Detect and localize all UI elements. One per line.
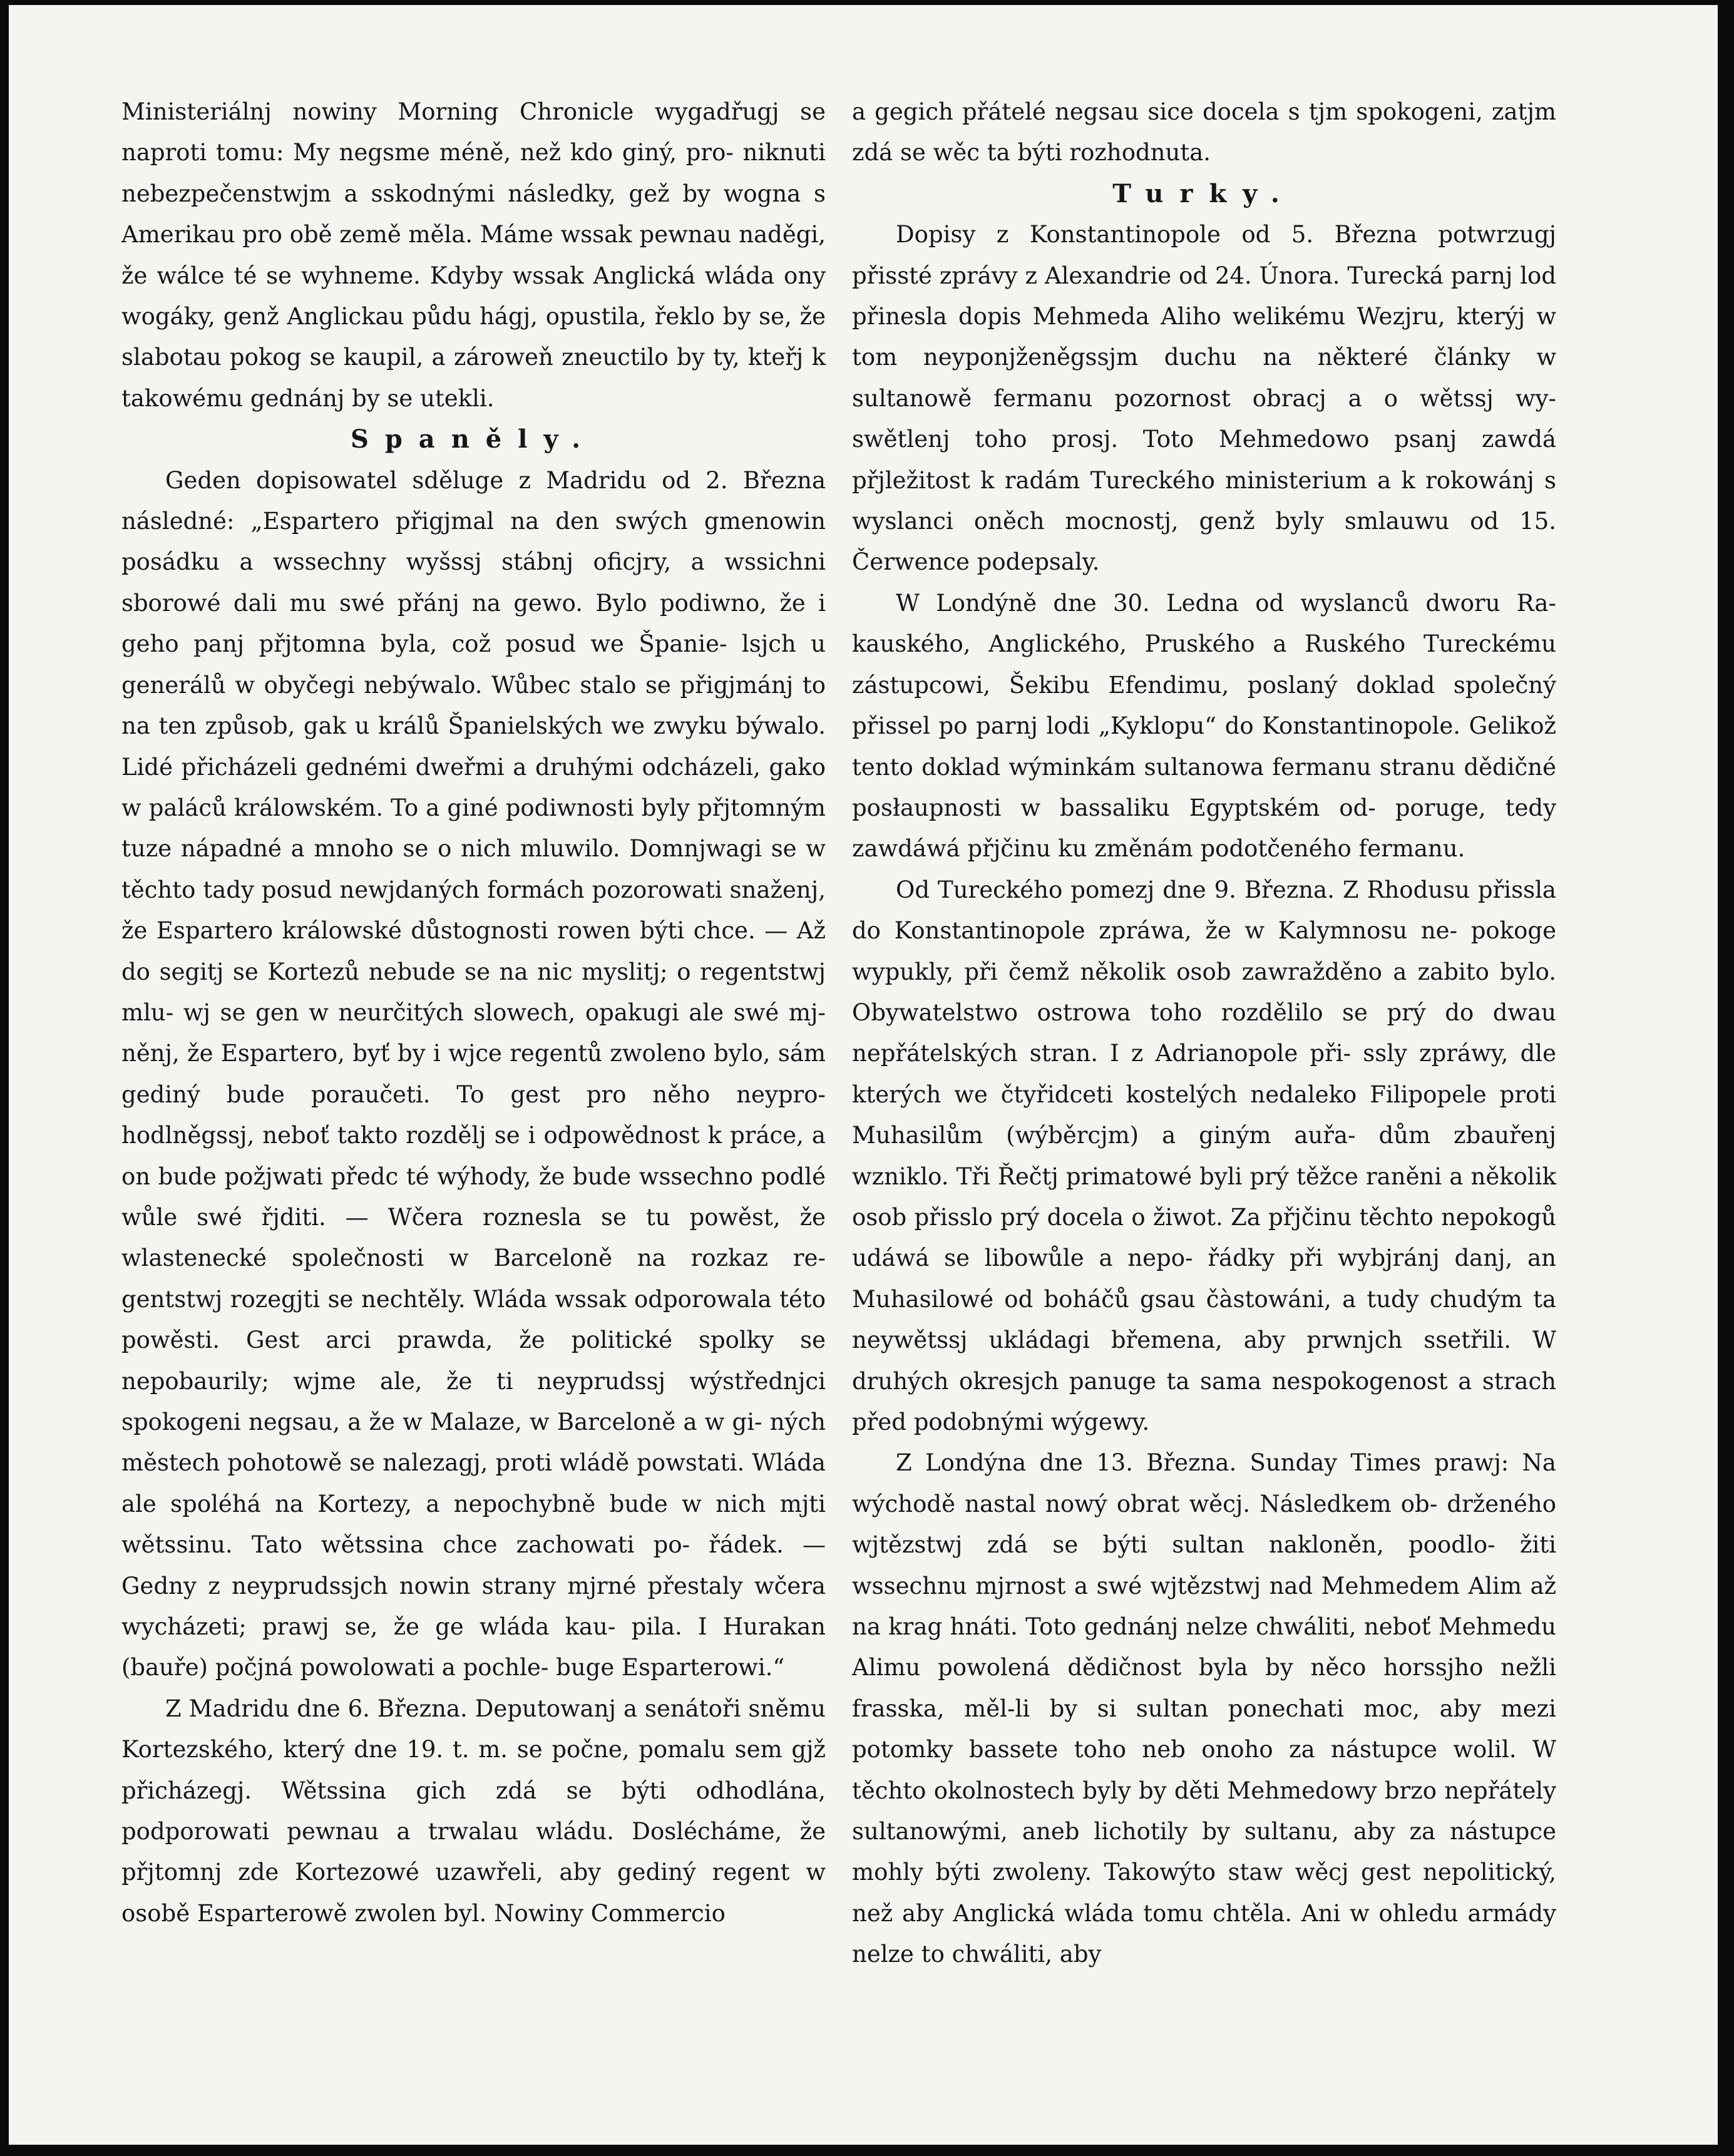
article-madrid-correspondent: Geden dopisowatel sděluge z Madridu od 2. Března následné: „Espartero přigjmal na den swých gmenowin posádku a wssechny wyšssj stábnj oficjry, a wssichni sborowé dali mu swé přánj na gewo. Bylo podiwno, že i geho panj přjtomna byla, což posud we Španie- lsjch u generálů w obyčegi nebýwalo. Wůbec stalo se přigjmánj to na ten způsob, gak u králů Španielských we zwyku býwalo. Lidé přicházeli gednémi dweřmi a druhými odcházeli, gako w paláců králowském. To a giné podiwnosti byly přjtomným tuze nápadné a mnoho se o nich mluwilo. Domnjwagi se w těchto tady posud newjdaných formách pozorowati snaženj, že Espartero králowské důstognosti rowen býti chce. — Až do segitj se Kortezů nebude se na nic myslitj; o regentstwj mlu- wj se gen w neurčitých slowech, opakugi ale swé mj- něnj, že Espartero, byť by i wjce regentů zwoleno bylo, sám gediný bude poraučeti. To gest pro něho neypro- hodlněgssj, neboť takto rozdělj se i odpowědnost k práce, a on bude požjwati předc té wýhody, že bude wssechno podlé wůle swé řjditi. — Wčera roznesla se tu powěst, že wlastenecké společnosti w Barceloně na rozkaz re- gentstwj rozegjti se nechtěly. Wláda wssak odporowala této powěsti. Gest arci prawda, že politické spolky se nepobaurily; wjme ale, že ti neyprudssj wýstřednjci spokogeni negsau, a že w Malaze, w Barceloně a w gi- ných městech pohotowě se nalezagj, proti wládě powstati. Wláda ale spoléhá na Kortezy, a nepochybně bude w nich mjti wětssinu. Tato wětssina chce zachowati po- řádek. — Gedny z neyprudssjch nowin strany mjrné přestaly wčera wycházeti; prawj se, že ge wláda kau- pila. I Hurakan (bauře) počjná powolowati a pochle- buge Esparterowi.“ (121, 466, 826, 1681)
newspaper-page (9, 5, 1718, 2145)
article-turkish-border: Od Tureckého pomezj dne 9. Března. Z Rhodusu přissla do Konstantinopole zpráwa, že w Kalymnosu ne- pokoge wypukly, při čemž několik osob zawražděno a zabito bylo. Obywatelstwo ostrowa toho rozdělilo se prý do dwau nepřátelských stran. I z Adrianopole při- ssly zpráwy, dle kterých we čtyřidceti kostelých nedaleko Filipopele proti Muhasilům (wýběrcjm) a giným auřa- dům zbauřenj wzniklo. Tři Řečtj primatowé byli prý těžce raněni a několik osob přisslo prý docela o žiwot. Za přjčinu těchto nepokogů udáwá se libowůle a nepo- řádky při wybjránj danj, an Muhasilowé od boháčů gsau čàstowáni, a tudy chudým ta neywětssj ukládagi břemena, aby prwnjch ssetřili. W druhých okresjch panuge ta sama nespokogenost a strach před podobnými wýgewy. (852, 876, 1556, 1435)
article-london-january-30: W Londýně dne 30. Ledna od wyslanců dworu Ra- kauského, Anglického, Pruského a Ruského Tureckému zástupcowi, Šekibu Efendimu, poslaný doklad společný přissel po parnj lodi „Kyklopu“ do Konstantinopole. Gelikož tento doklad wýminkám sultanowa fermanu stranu dědičné posłaupnosti w bassaliku Egyptském od- poruge, tedy zawdáwá přjčinu ku změnám podotčeného fermanu. (852, 589, 1556, 863)
article-morning-chronicle: Ministeriálnj nowiny Morning Chronicle wygadřugj se naproti tomu: My negsme méně, než kdo giný, pro- niknuti nebezpečenstwjm a sskodnými následky, gež by wogna s Amerikau pro obě země měla. Máme wssak pewnau naděgi, že wálce té se wyhneme. Kdyby wssak Anglická wláda ony wogáky, genž Anglickau půdu hágj, opustila, řeklo by se, že slabotau pokog se kaupil, a zároweň zneuctilo by ty, kteřj k takowému gednánj by se utekli. (121, 98, 826, 412)
section-heading-spain: Spaněly. (350, 424, 597, 454)
article-constantinople-letters: Dopisy z Konstantinopole od 5. Března potwrzugj přissté zprávy z Alexandrie od 24. Února. Turecká parnj lod přinesla dopis Mehmeda Aliho welikému Wezjru, kterýj w tom neyponjženěgssjm duchu na některé články w sultanowě fermanu pozornost obracj a o wětssj wy- swětlenj toho prosj. Toto Mehmedowo psanj zawdá přjležitost k radám Tureckého ministerium a k rokowánj s wyslanci oněch mocnostj, genž byly smlauwu od 15. Čerwence podepsaly. (852, 221, 1556, 576)
article-continuation: a gegich přátelé negsau sice docela s tjm spokogeni, zatjm zdá se wěc ta býti rozhodnuta. (852, 98, 1556, 167)
right-column (852, 91, 1556, 1975)
section-heading-turkey: Turky. (1112, 178, 1296, 208)
article-london-march-13: Z Londýna dne 13. Března. Sunday Times prawj: Na wýchodě nastal nowý obrat wěcj. Následkem ob- drženého wjtězstwj zdá se býti sultan nakloněn, poodlo- žiti wssechnu mjrnost a swé wjtězstwj nad Mehmedem Alim až na krag hnáti. Toto gednánj nelze chwáliti, neboť Mehmedu Alimu powolená dědičnost byla by něco horssjho nežli frasska, měl-li by si sultan ponechati moc, aby mezi potomky bassete toho neb onoho za nástupce wolil. W těchto okolnostech byly by děti Mehmedowy brzo nepřátely sultanowými, aneb lichotily by sultanu, aby za nástupce mohly býti zwoleny. Takowýto staw wěcj gest nepolitický, než aby Anglická wláda tomu chtěla. Ani w ohledu armády nelze to chwáliti, aby (852, 1449, 1556, 1968)
article-madrid-march-6: Z Madridu dne 6. Března. Deputowanj a senátoři sněmu Kortezského, který dne 19. t. m. se počne, pomalu sem gjž přicházegj. Wětssina gich zdá se býti odhodlána, podporowati pewnau a trwalau wládu. Doslécháme, že přjtomnj zde Kortezowé uzawřeli, aby gediný regent w osobě Esparterowě zwolen byl. Nowiny Commercio (121, 1695, 826, 1927)
left-column (121, 91, 826, 1934)
